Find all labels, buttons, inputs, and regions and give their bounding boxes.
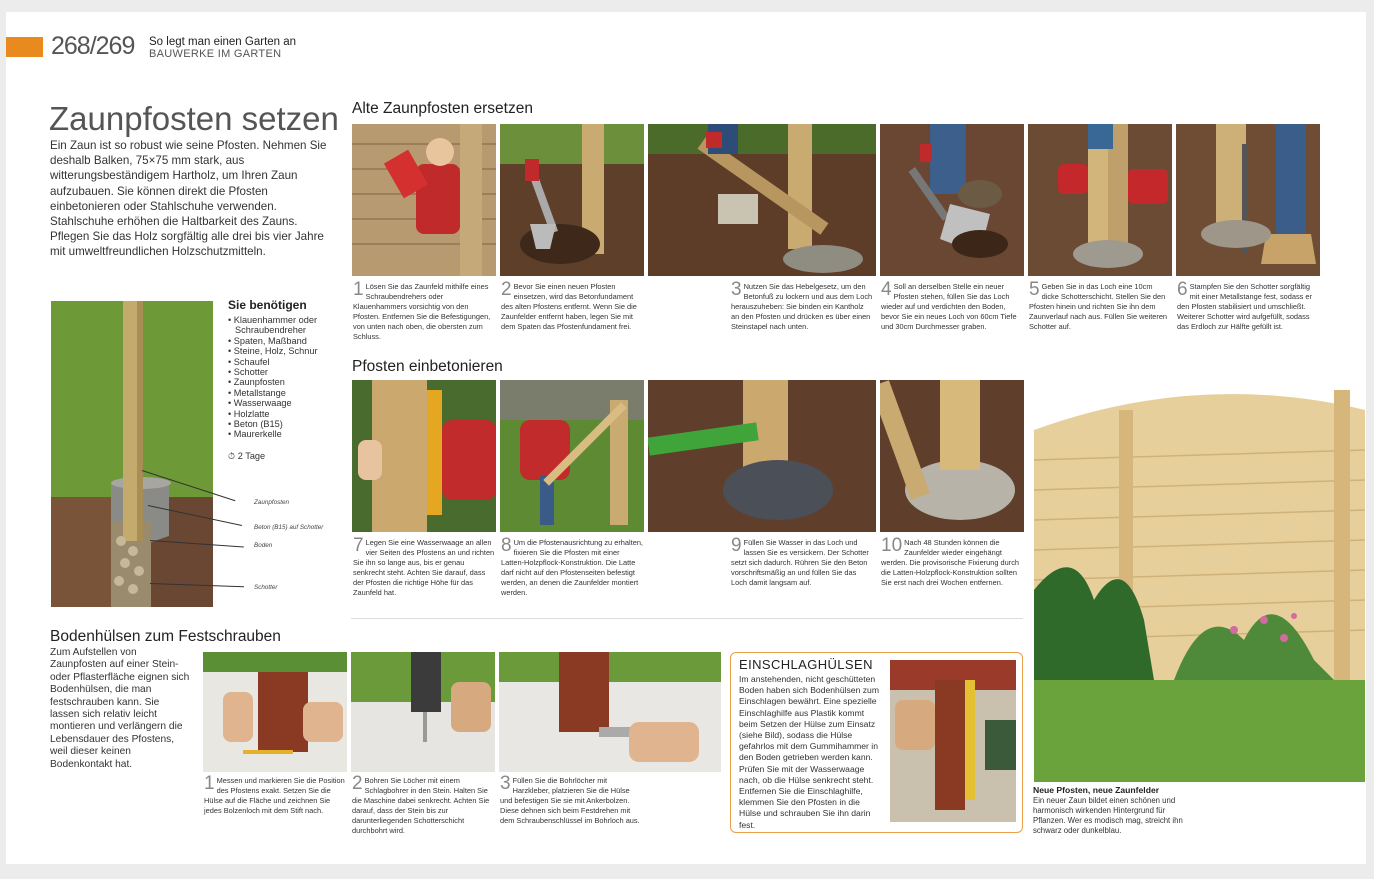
caption-step-1 — [353, 279, 495, 342]
clock-icon: ⏱ — [228, 451, 236, 461]
caption-step-2 — [501, 279, 643, 332]
label-gravel: Schotter — [254, 584, 278, 591]
label-concrete: Beton (B15) auf Schotter — [254, 524, 324, 531]
list-item: • Metallstange — [228, 388, 338, 398]
step-text: Bevor Sie einen neuen Pfosten einsetzen, wird das Betonfundament des alten Pfostens entfernt. Wenn Sie die Zaunfelder entfernt haben, legen Sie mit dem Spaten das Pfostenfundament frei. — [501, 282, 637, 331]
photo-drive-sleeve — [890, 660, 1016, 822]
step-text: Füllen Sie Wasser in das Loch und lassen Sie es versickern. Der Schotter setzt sich dadurch. Rühren Sie den Beton vorschriftsmäßig an und füllen Sie das Loch damit langsam auf. — [731, 538, 869, 587]
caption-step-4 — [881, 279, 1023, 332]
step-text: Messen und markieren Sie die Position des Pfostens exakt. Setzen Sie die Hülse auf die Fläche und zeichnen Sie jedes Bolzenloch mit dem Stift nach. — [204, 776, 345, 815]
photo-step-2 — [500, 124, 644, 276]
list-item: • Holzlatte — [228, 409, 338, 419]
fence-caption-text: Ein neuer Zaun bildet einen schönen und harmonisch wirkenden Hintergrund für Pflanzen. Wer es modisch mag, streicht ihn schwarz oder dunkelblau. — [1033, 796, 1183, 835]
step-number: 1 — [353, 279, 364, 300]
list-item: • Zaunpfosten — [228, 377, 338, 387]
photo-step-4 — [880, 124, 1024, 276]
photo-sleeve-1 — [203, 652, 347, 772]
post-cross-section-diagram — [51, 301, 213, 607]
list-item: • Steine, Holz, Schnur — [228, 346, 338, 356]
list-item: • Wasserwaage — [228, 398, 338, 408]
page-title: Zaunpfosten setzen — [49, 100, 339, 137]
step-text: Legen Sie eine Wasserwaage an allen vier Seiten des Pfostens an und richten Sie ihn so lange aus, bis er genau senkrecht steht. Achten Sie darauf, dass der Pfosten die richtige Höhe für das Zaunfeld hat. — [353, 538, 495, 597]
photo-step-6 — [1176, 124, 1320, 276]
caption-sleeve-3 — [500, 773, 642, 826]
time-value: 2 Tage — [237, 451, 266, 461]
step-text: Nutzen Sie das Hebelgesetz, um den Betonfuß zu lockern und aus dem Loch herauszuheben: Sie binden ein Kantholz an den Pfosten und drücken es über einen Steinstapel nach unten. — [731, 282, 873, 331]
photo-step-8 — [500, 380, 644, 532]
step-number: 8 — [501, 535, 512, 556]
step-number: 6 — [1177, 279, 1188, 300]
caption-step-5 — [1029, 279, 1171, 332]
photo-step-9 — [648, 380, 876, 532]
list-item: • Maurerkelle — [228, 429, 338, 439]
step-text: Geben Sie in das Loch eine 10cm dicke Schotterschicht. Stellen Sie den Pfosten hinein und richten Sie ihn dem Zaunverlauf nach aus. Füllen Sie weiteren Schotter auf. — [1029, 282, 1168, 331]
step-text: Nach 48 Stunden können die Zaunfelder wieder eingehängt werden. Die provisorische Fixierung durch die Latten-Holzpflock-Konstruktion sollten Sie erst nach drei Wochen entfernen. — [881, 538, 1020, 587]
info-box-text: Im anstehenden, nicht geschütteten Boden haben sich Bodenhülsen zum Einschlagen bewährt. Eine spezielle Einschlaghilfe aus Plastik kommt beim Setzen der Hülse zum Einsatz (siehe Bild), sodass die Hülse gefahrlos mit dem Gummihammer in den Boden getrieben werden kann. Prüfen Sie mit der Wasserwaage nach, ob die Hülse senkrecht steht. Entfernen Sie die Einschlaghilfe, klemmen Sie den Pfosten in die Hülse und schrauben Sie ihn darin fest. — [739, 674, 879, 830]
caption-step-3 — [731, 279, 873, 332]
photo-step-5 — [1028, 124, 1172, 276]
step-text: Lösen Sie das Zaunfeld mithilfe eines Schraubendrehers oder Klauenhammers vorsichtig von den Pfosten. Entfernen Sie die Befestigungen, von unten nach oben, die obersten zum Schluss. — [353, 282, 491, 341]
list-item: • Schotter — [228, 367, 338, 377]
fence-caption-title: Neue Pfosten, neue Zaunfelder — [1033, 785, 1160, 795]
step-number: 2 — [501, 279, 512, 300]
caption-sleeve-1 — [204, 773, 346, 816]
list-item: • Klauenhammer oder Schraubendreher — [228, 315, 338, 336]
step-text: Bohren Sie Löcher mit einem Schlagbohrer in den Stein. Halten Sie die Maschine dabei senkrecht. Achten Sie darauf, dass der Stein bis zur darunterliegenden Schotterschicht durchbohrt wird. — [352, 776, 490, 835]
photo-finished-fence — [1034, 380, 1365, 782]
section-tab — [6, 37, 43, 57]
step-number: 9 — [731, 535, 742, 556]
list-item: • Spaten, Maßband — [228, 336, 338, 346]
photo-step-7 — [352, 380, 496, 532]
photo-sleeve-2 — [351, 652, 495, 772]
step-text: Um die Pfostenausrichtung zu erhalten, fixieren Sie die Pfosten mit einer Latten-Holzpflock-Konstruktion. Die Latte darf nicht auf den Pfostenseiten befestigt werden, an denen die Zaunfelder montiert werden. — [501, 538, 643, 597]
photo-step-10 — [880, 380, 1024, 532]
list-item: • Schaufel — [228, 357, 338, 367]
photo-sleeve-3 — [499, 652, 721, 772]
caption-step-9 — [731, 535, 873, 588]
section-title-sleeves: Bodenhülsen zum Festschrauben — [50, 628, 281, 645]
photo-step-1 — [352, 124, 496, 276]
needs-list — [228, 315, 338, 440]
needs-title: Sie benötigen — [228, 298, 307, 312]
chapter-subtitle: BAUWERKE IM GARTEN — [149, 48, 282, 60]
caption-step-6 — [1177, 279, 1319, 332]
step-text: Soll an derselben Stelle ein neuer Pfosten stehen, füllen Sie das Loch wieder auf und verdichten den Boden, bevor Sie ein neues Loch von 60cm Tiefe und 30cm Durchmesser graben. — [881, 282, 1017, 331]
step-text: Füllen Sie die Bohrlöcher mit Harzkleber, platzieren Sie die Hülse und befestigen Sie sie mit Ankerbolzen. Diese dehnen sich beim Festdrehen mit dem Schraubenschlüssel im Bohrloch aus. — [500, 776, 640, 825]
time-required — [228, 451, 265, 462]
section-title-concrete: Pfosten einbetonieren — [352, 358, 503, 375]
step-number: 4 — [881, 279, 892, 300]
step-number: 2 — [352, 773, 363, 794]
step-number: 1 — [204, 773, 215, 794]
label-post: Zaunpfosten — [254, 499, 290, 506]
info-box-title: EINSCHLAGHÜLSEN — [739, 657, 873, 672]
section-title-replace: Alte Zaunpfosten ersetzen — [352, 100, 533, 117]
chapter-title: So legt man einen Garten an — [149, 36, 297, 48]
label-soil: Boden — [254, 542, 273, 549]
photo-step-3 — [648, 124, 876, 276]
step-text: Stampfen Sie den Schotter sorgfältig mit einer Metallstange fest, sodass er den Pfosten stabilisiert und umschließt. Weiterer Schotter wird aufgefüllt, sodass das Erdloch zur Hälfte gefüllt ist. — [1177, 282, 1312, 331]
step-number: 10 — [881, 535, 903, 556]
caption-step-8 — [501, 535, 643, 598]
divider — [351, 618, 1023, 619]
caption-step-7 — [353, 535, 495, 598]
page-numbers: 268/269 — [51, 32, 135, 60]
caption-step-10 — [881, 535, 1023, 588]
step-number: 3 — [500, 773, 511, 794]
step-number: 3 — [731, 279, 742, 300]
list-item: • Beton (B15) — [228, 419, 338, 429]
intro-text: Ein Zaun ist so robust wie seine Pfosten. Nehmen Sie deshalb Balken, 75×75 mm stark, aus witterungsbeständigem Hartholz, um Ihren Zaun aufzubauen. Sie können direkt die Pfosten einbetonieren oder Stahlschuhe verwenden. Stahlschuhe erhöhen die Haltbarkeit des Zauns. Pflegen Sie das Holz sorgfältig alle drei bis vier Jahre mit umweltfreundlichen Holzschutzmitteln. — [50, 139, 327, 259]
caption-sleeve-2 — [352, 773, 494, 836]
step-number: 5 — [1029, 279, 1040, 300]
sleeves-text: Zum Aufstellen von Zaunpfosten auf einer Stein- oder Pflasterfläche eignen sich Bodenhülsen, die man festschrauben kann. Sie lassen sich relativ leicht montieren und verlängern die Lebensdauer des Pfostens, weil dieser keinen Bodenkontakt hat. — [50, 647, 190, 770]
step-number: 7 — [353, 535, 364, 556]
